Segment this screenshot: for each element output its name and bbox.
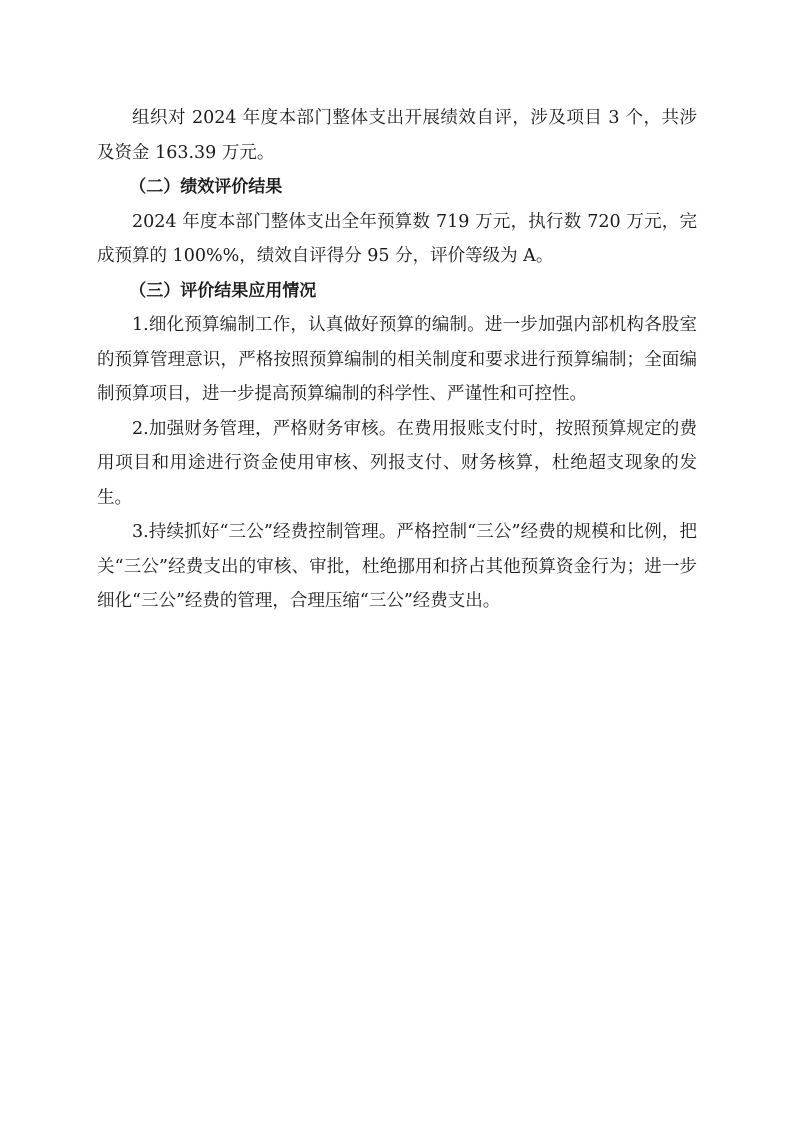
paragraph-budget-results: 2024 年度本部门整体支出全年预算数 719 万元，执行数 720 万元，完成预算的 100%%，绩效自评得分 95 分，评价等级为 A。: [97, 211, 697, 266]
section-heading-results-application: （三）评价结果应用情况: [129, 280, 317, 301]
document-body: [97, 101, 697, 619]
paragraph-item-1-budget-preparation: 1.细化预算编制工作，认真做好预算的编制。进一步加强内部机构各股室的预算管理意识，严格按照预算编制的相关制度和要求进行预算编制；全面编制预算项目，进一步提高预算编制的科学性、严谨性和可控性。: [97, 315, 697, 404]
paragraph-item-3-three-public-expenses: 3.持续抓好“三公”经费控制管理。严格控制“三公”经费的规模和比例，把关“三公”经费支出的审核、审批，杜绝挪用和挤占其他预算资金行为；进一步细化“三公”经费的管理，合理压缩“三公”经费支出。: [97, 522, 697, 611]
paragraph-item-2-financial-management: 2.加强财务管理，严格财务审核。在费用报账支付时，按照预算规定的费用项目和用途进行资金使用审核、列报支付、财务核算，杜绝超支现象的发生。: [97, 418, 697, 508]
paragraph-project-summary: 组织对 2024 年度本部门整体支出开展绩效自评，涉及项目 3 个，共涉及资金 163.39 万元。: [97, 108, 697, 163]
section-heading-evaluation-results: （二）绩效评价结果: [129, 177, 283, 197]
